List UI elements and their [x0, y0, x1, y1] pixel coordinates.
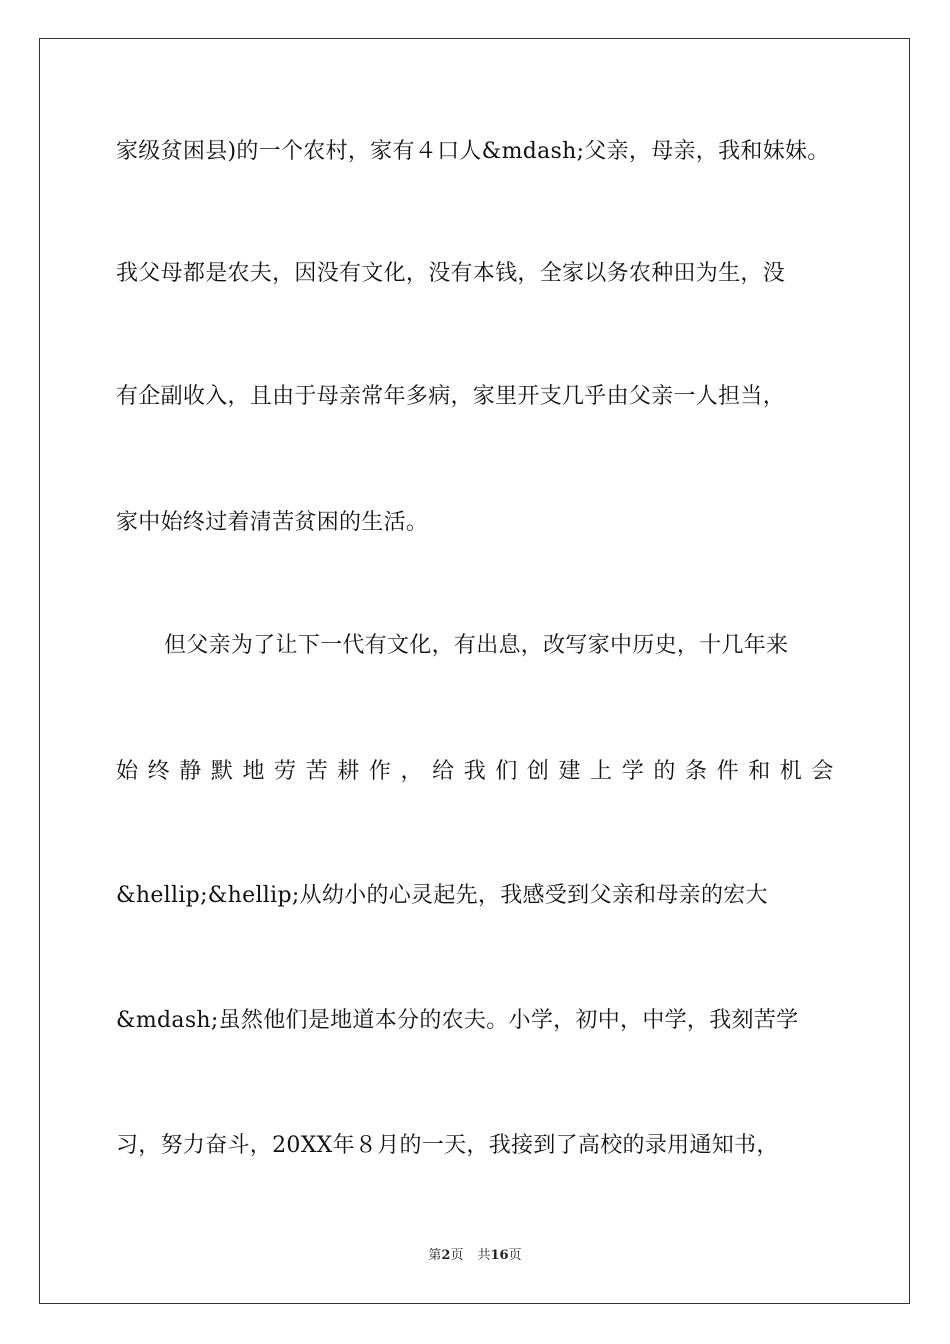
- text-char: 条: [684, 759, 708, 784]
- text-char: 作: [368, 759, 392, 784]
- text-line-8: &mdash;虽然他们是地道本分的农夫。小学，初中，中学，我刻苦学: [116, 1008, 799, 1033]
- text-line-3: 有企副收入，且由于母亲常年多病，家里开支几乎由父亲一人担当，: [116, 384, 786, 409]
- text-char: 机: [779, 759, 803, 784]
- text-line-7: &hellip;&hellip;从幼小的心灵起先，我感受到父亲和母亲的宏大: [116, 883, 768, 908]
- text-char: 和: [748, 759, 771, 784]
- text-char: 耕: [337, 759, 360, 784]
- text-char: 默: [210, 759, 234, 784]
- footer-total-pages: 16: [490, 1248, 509, 1263]
- text-char: 给: [432, 759, 455, 784]
- page-footer: [0, 1247, 950, 1265]
- footer-page-number: 2: [441, 1248, 451, 1263]
- text-line-1: 家级贫困县)的一个农村，家有４口人&mdash;父亲，母亲，我和妹妹。: [116, 139, 830, 164]
- text-line-6: [116, 757, 834, 787]
- text-char: 们: [495, 759, 518, 784]
- text-char: 苦: [305, 759, 328, 784]
- text-char: 件: [716, 759, 739, 784]
- text-line-5-paragraph-start: 但父亲为了让下一代有文化，有出息，改写家中历史，十几年来: [164, 633, 789, 658]
- text-char: 劳: [274, 759, 297, 784]
- text-char: 上: [590, 759, 613, 784]
- footer-prefix: 第: [428, 1248, 442, 1263]
- text-char: 会: [811, 759, 834, 784]
- text-line-2: 我父母都是农夫，因没有文化，没有本钱，全家以务农种田为生，没: [116, 261, 786, 286]
- text-char: 地: [242, 759, 265, 784]
- text-line-9: 习，努力奋斗，20XX年８月的一天，我接到了高校的录用通知书，: [116, 1133, 779, 1158]
- page-border: [39, 38, 910, 1304]
- text-char: 的: [653, 759, 676, 784]
- text-char: 终: [147, 759, 170, 784]
- text-char: 我: [463, 759, 487, 784]
- footer-total-suffix: 页: [508, 1248, 522, 1263]
- text-char: 建: [558, 759, 581, 784]
- footer-total-prefix: 共: [477, 1248, 491, 1263]
- text-char: 创: [526, 759, 550, 784]
- text-char: ，: [400, 759, 423, 784]
- text-line-4: 家中始终过着清苦贫困的生活。: [116, 510, 429, 535]
- text-char: 静: [179, 759, 202, 784]
- text-char: 始: [116, 759, 139, 784]
- footer-page-suffix: 页: [450, 1248, 464, 1263]
- text-char: 学: [621, 759, 645, 784]
